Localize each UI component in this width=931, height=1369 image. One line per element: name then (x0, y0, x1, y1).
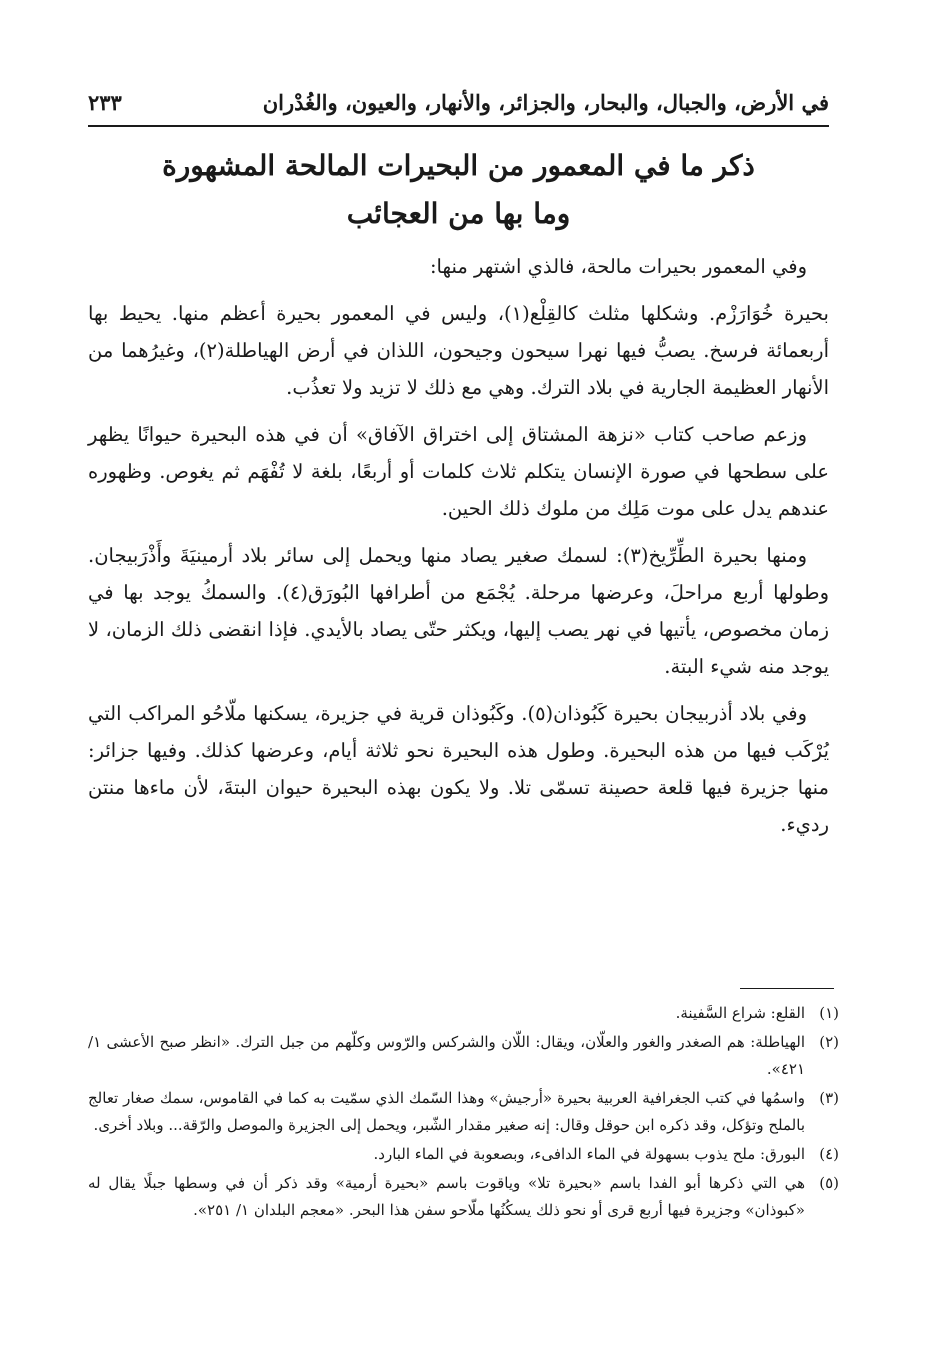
footnote-number: (١) (819, 1004, 839, 1022)
footnote-rule (740, 988, 834, 989)
footnote-text: الهياطلة: هم الصغدر والغور والعلّان، ويقال: اللّان والشركس والرّوس وكلّهم من جبل الترك. «انظر صبح الأعشى ١/ ٤٢١». (88, 1033, 805, 1078)
footnote (88, 1170, 839, 1224)
footnotes (88, 1000, 839, 1226)
footnote (88, 1000, 839, 1027)
paragraph-tirrikh: ومنها بحيرة الطِّرِّيخ(٣): لسمك صغير يصاد منها ويحمل إلى سائر بلاد أرمينيَةَ وأَذْرَبيجان. وطولها أربع مراحلَ، وعرضها مرحلة. يُجْمَع من أطرافها البُورَق(٤). والسمكُ يوجد بها في زمان مخصوص، يأتيها في نهر يصب إليها، ويكثر حتّى يصاد بالأيدي. فإذا انقضى ذلك الزمان، لا يوجد منه شيء البتة. (88, 544, 829, 678)
paragraph-khwarazm: بحيرة خُوَارَزْم. وشكلها مثلث كالقِلْع(١)، وليس في المعمور بحيرة أعظم منها. يحيط بها أربعمائة فرسخ. يصبُّ فيها نهرا سيحون وجيحون، اللذان في أرض الهياطلة(٢)، وغيرُهما من الأنهار العظيمة الجارية في بلاد الترك. وهي مع ذلك لا تزيد ولا تعذُب. (88, 302, 829, 399)
footnote-number: (٢) (819, 1033, 839, 1051)
footnote-text: هي التي ذكرها أبو الفدا باسم «بحيرة تلا» وياقوت باسم «بحيرة أرمية» وقد ذكر أن في وسطها جبلًا يقال له «كبوذان» وجزيرة فيها أربع قرى أو نحو ذلك يسكُنُها ملّاحو سفن هذا البحر. «معجم البلدان ١/ ٢٥١». (88, 1174, 805, 1219)
section-title-line1: ذكر ما في المعمور من البحيرات المالحة المشهورة (162, 149, 755, 182)
section-title (88, 142, 829, 238)
section-title-line2: وما بها من العجائب (346, 197, 571, 230)
footnote-number: (٣) (819, 1089, 839, 1107)
footnote (88, 1141, 839, 1168)
paragraph-nuzhat: وزعم صاحب كتاب «نزهة المشتاق إلى اختراق الآفاق» أن في هذه البحيرة حيوانًا يظهر على سطحها في صورة الإنسان يتكلم ثلاث كلمات أو أربعًا، بلغة لا تُفْهَم ثم يغوص. وظهوره عندهم يدل على موت مَلِك من ملوك ذلك الحين. (88, 423, 829, 520)
footnote (88, 1029, 839, 1083)
footnote (88, 1085, 839, 1139)
footnote-number: (٥) (819, 1174, 839, 1192)
footnote-text: البورق: ملح يذوب بسهولة في الماء الدافىء، وبصعوبة في الماء البارد. (373, 1145, 805, 1163)
paragraph-intro: وفي المعمور بحيرات مالحة، فالذي اشتهر منها: (429, 255, 807, 278)
footnote-text: القلع: شراع السَّفينة. (675, 1004, 805, 1022)
footnote-text: واسمُها في كتب الجغرافية العربية بحيرة «أرجيش» وهذا السّمك الذي سمّيت به كما في القاموس، سمك صغار تعالج بالملح وتؤكل، وقد ذكره ابن حوقل وقال: إنه صغير مقدار الشّبر، ويحمل إلى الجزيرة والموصل والرّقة... وبلاد أخرى. (88, 1089, 805, 1134)
running-title: في الأرض، والجبال، والبحار، والجزائر، والأنهار، والعيون، والغُدْران (262, 89, 829, 115)
footnote-number: (٤) (819, 1145, 839, 1163)
main-text (88, 248, 829, 853)
running-header (88, 82, 829, 122)
paragraph-kabudhan: وفي بلاد أذربيجان بحيرة كَبُوذان(٥). وكَبُوذان قرية في جزيرة، يسكنها ملّاحُو المراكب التي يُرْكَب فيها من هذه البحيرة. وطول هذه البحيرة نحو ثلاثة أيام، وعرضها كذلك. وفيها جزائر: منها جزيرة فيها قلعة حصينة تسمّى تلا. ولا يكون بهذه البحيرة حيوان البتةَ، لأن ماءها منتن رديء. (88, 702, 829, 836)
header-rule (88, 125, 829, 127)
page-number: ٢٣٣ (88, 89, 122, 115)
